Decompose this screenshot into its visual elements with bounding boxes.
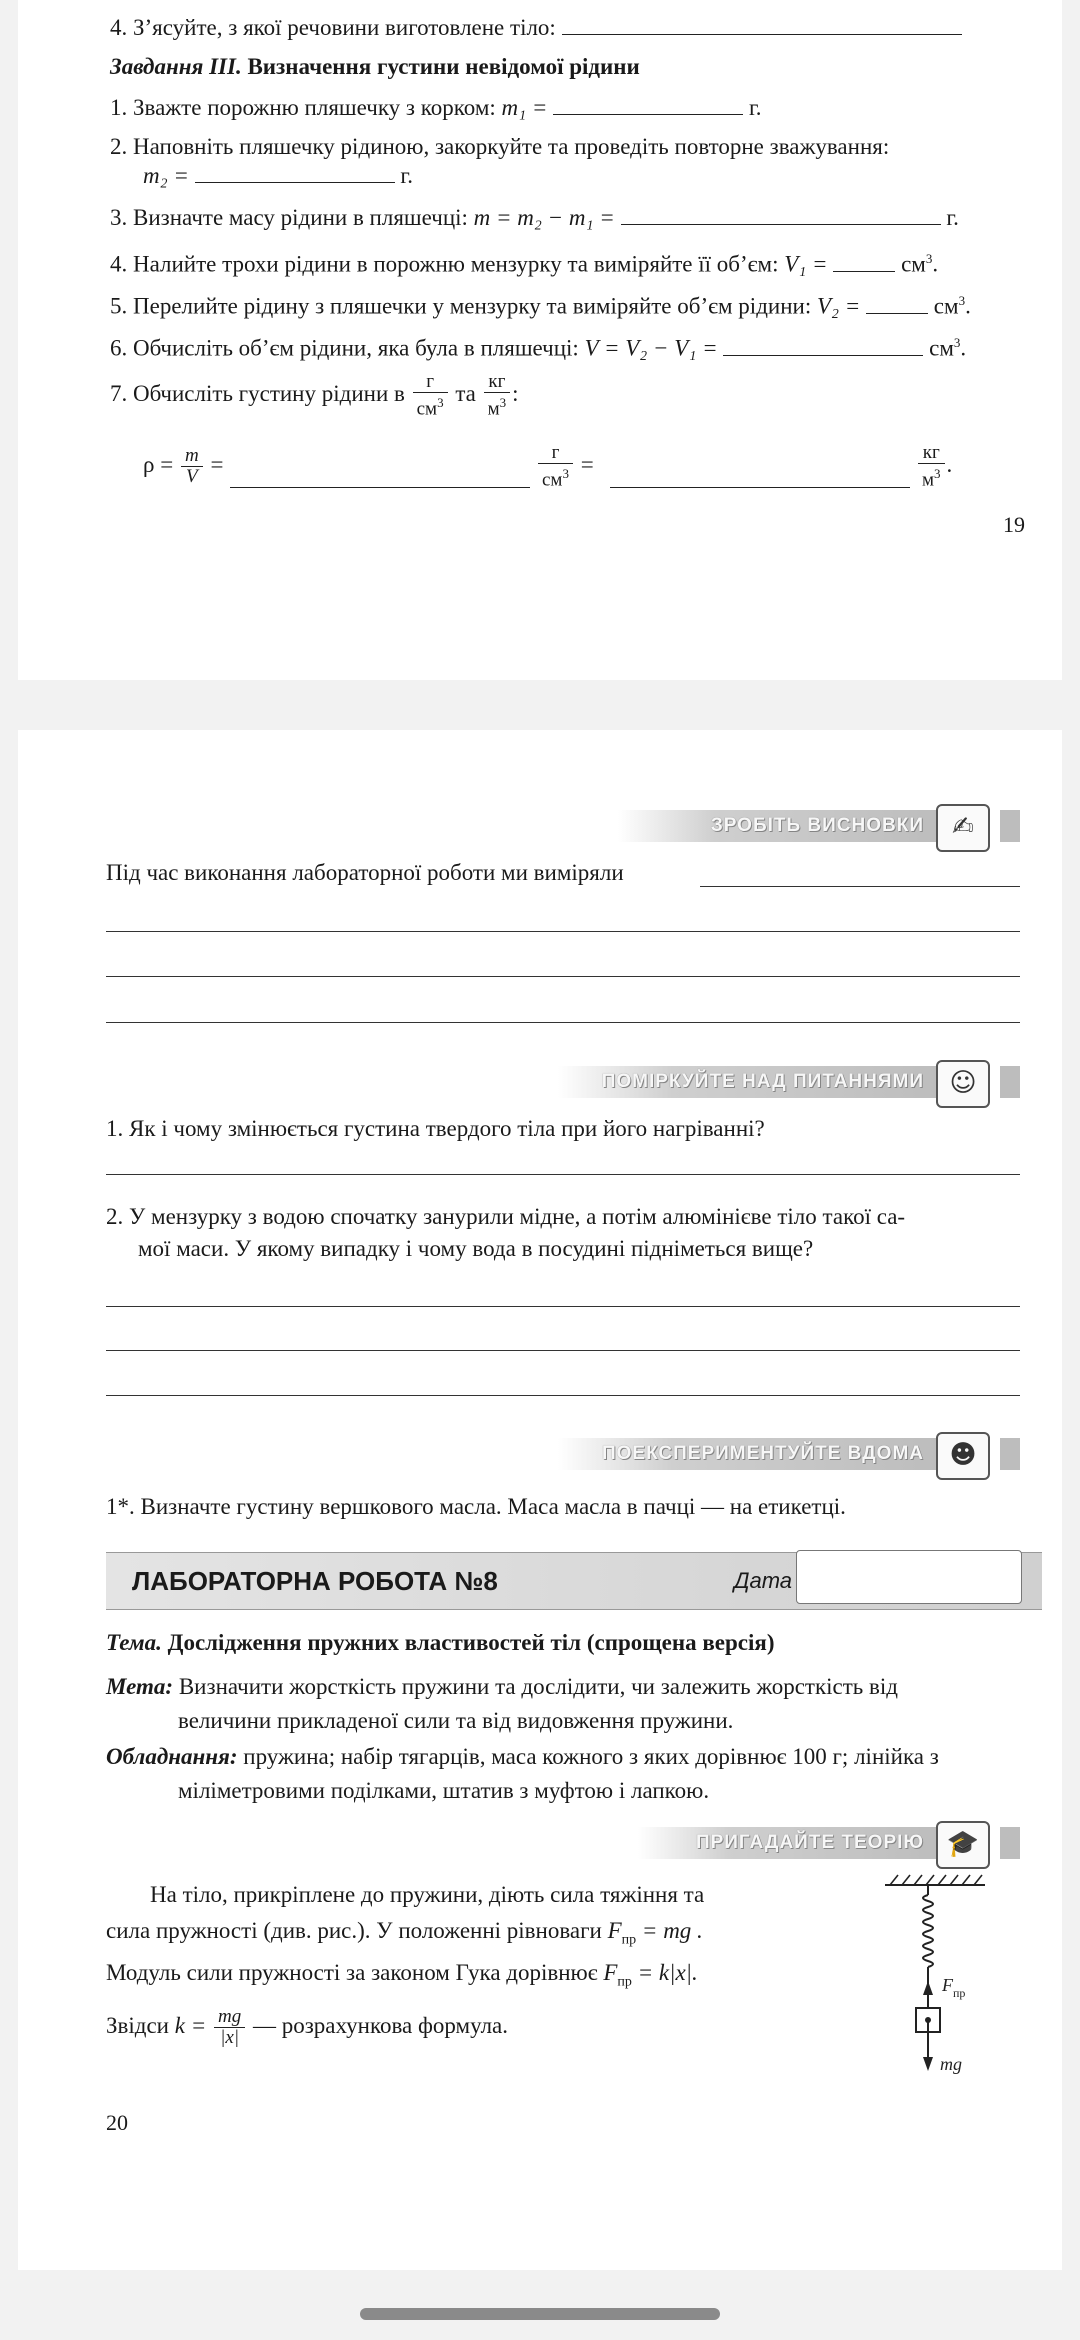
density-g-blank[interactable] — [230, 465, 530, 488]
step-1: 1. Зважте порожню пляшечку з корком: m₁ = г. — [110, 92, 762, 123]
density-kg-blank[interactable] — [610, 465, 910, 488]
experiment-1: 1*. Визначте густину вершкового масла. Маса масла в пачці — на етикетці. — [106, 1494, 846, 1519]
density-g-unit: $\frac{г}{см^3}$ = — [536, 440, 594, 490]
date-field[interactable] — [796, 1550, 1022, 1604]
q2-answer-line-3[interactable] — [106, 1395, 1020, 1396]
conclusion-blank-3[interactable] — [106, 976, 1020, 977]
task-3-heading: Завдання III. Визначення густини невідомої рідини — [110, 54, 640, 79]
material-blank[interactable] — [562, 12, 962, 35]
theory-banner: ПРИГАДАЙТЕ ТЕОРІЮ — [638, 1827, 938, 1859]
page-19 — [18, 0, 1062, 680]
q1-answer-line[interactable] — [106, 1174, 1020, 1175]
step-6: 6. Обчисліть об’єм рідини, яка була в пляшечці: $V = V_2 - V_1 = см^3$. — [110, 328, 966, 364]
formula-fraction: $\frac{mg}{|x|}$ — [214, 2007, 245, 2048]
conclusions-icon: ✍ — [936, 804, 990, 852]
goal-block: Мета: Визначити жорсткість пружини та дослідити, чи залежить жорсткість від величини прикладеної сили та від видовження пружини. — [106, 1674, 898, 1733]
fraction-g-cm3: $\frac{г}{см^3}$ — [413, 372, 448, 419]
date-label: Дата — [734, 1568, 793, 1593]
v2-blank[interactable] — [866, 291, 928, 314]
step-7: 7. Обчисліть густину рідини в $\frac{г}{см^3}$ та $\frac{кг}{м^3}$ : — [110, 371, 519, 420]
volume-blank[interactable] — [723, 333, 923, 356]
conclusion-blank-1[interactable] — [700, 886, 1020, 887]
spring-coil — [923, 1895, 933, 1967]
thinking-face-icon: ☺ — [936, 1060, 990, 1108]
graduation-cap-icon: 🎓 — [936, 1821, 990, 1869]
m2-blank[interactable] — [195, 160, 395, 183]
v1-blank[interactable] — [833, 249, 895, 272]
questions-banner: ПОМІРКУЙТЕ НАД ПИТАННЯМИ — [558, 1066, 938, 1098]
question-2: 2. У мензурку з водою спочатку занурили мідне, а потім алюмінієве тіло такої са- — [106, 1204, 906, 1229]
experiment-icon: ☻ — [936, 1432, 990, 1480]
q2-answer-line-1[interactable] — [106, 1306, 1020, 1307]
theory-line-4: Звідси k = $\frac{mg}{|x|}$ — розрахункова формула. — [106, 2006, 509, 2049]
fig-mg-label: mg — [940, 2054, 962, 2074]
fig-f-sub: пр — [953, 1986, 966, 2000]
home-indicator[interactable] — [360, 2308, 720, 2320]
force-arrow-up — [923, 1981, 933, 1995]
equipment-block: Обладнання: пружина; набір тягарців, маса кожного з яких дорівнює 100 г; лінійка з міліметровими поділками, штатив з муфтою і лапкою. — [106, 1744, 939, 1803]
experiment-banner: ПОЕКСПЕРИМЕНТУЙТЕ ВДОМА — [558, 1438, 938, 1470]
question-1: 1. Як і чому змінюється густина твердого тіла при його нагріванні? — [106, 1116, 765, 1141]
theme-line: Тема. Дослідження пружних властивостей тіл (спрощена версія) — [106, 1630, 775, 1655]
theory-line-2: сила пружності (див. рис.). У положенні рівноваги $F_{пр}$ = mg . — [106, 1918, 703, 1948]
step-2: 2. Наповніть пляшечку рідиною, закоркуйте та проведіть повторне зважування: — [110, 134, 890, 159]
step-4: 4. Налийте трохи рідини в порожню мензурку та виміряйте її об’єм: $V_1 = см^3$. — [110, 244, 938, 280]
density-formula: ρ = $\frac{m}{V}$ = — [143, 445, 224, 488]
theory-line-3: Модуль сили пружності за законом Гука дорівнює $F_{пр} = k|x|$. — [106, 1960, 698, 1990]
q2-answer-line-2[interactable] — [106, 1350, 1020, 1351]
item-4-material: 4. З’ясуйте, з якої речовини виготовлене тіло: — [110, 12, 962, 43]
conclusion-line: Під час виконання лабораторної роботи ми виміряли — [106, 860, 624, 885]
conclusions-banner: ЗРОБІТЬ ВИСНОВКИ — [618, 810, 938, 842]
page-number: 20 — [106, 2110, 128, 2135]
fig-f-label: F — [942, 1975, 953, 1995]
step-3: 3. Визначте масу рідини в пляшечці: m = m₂ − m₁ = г. — [110, 202, 959, 233]
lab-title: ЛАБОРАТОРНА РОБОТА №8 — [132, 1566, 498, 1596]
spring-diagram — [880, 1873, 990, 2093]
gravity-arrow-down — [923, 2057, 933, 2071]
step-2-formula: m₂ = г. — [143, 160, 413, 191]
density-kg-unit: $\frac{кг}{м^3}$ . — [916, 440, 952, 490]
step-5: 5. Перелийте рідину з пляшечки у мензурку та виміряйте об’єм рідини: $V_2 = см^3$. — [110, 286, 971, 322]
mass-blank[interactable] — [621, 202, 941, 225]
conclusion-blank-4[interactable] — [106, 1022, 1020, 1023]
theory-line-1: На тіло, прикріплене до пружини, діють сила тяжіння та — [150, 1882, 705, 1907]
fraction-kg-m3: $\frac{кг}{м^3}$ — [484, 372, 511, 419]
m1-blank[interactable] — [553, 92, 743, 115]
ceiling-hatching — [890, 1875, 982, 1885]
question-2-cont: мої маси. У якому випадку і чому вода в посудині підніметься вище? — [138, 1236, 814, 1261]
page-number: 19 — [1003, 512, 1025, 537]
conclusion-blank-2[interactable] — [106, 931, 1020, 932]
